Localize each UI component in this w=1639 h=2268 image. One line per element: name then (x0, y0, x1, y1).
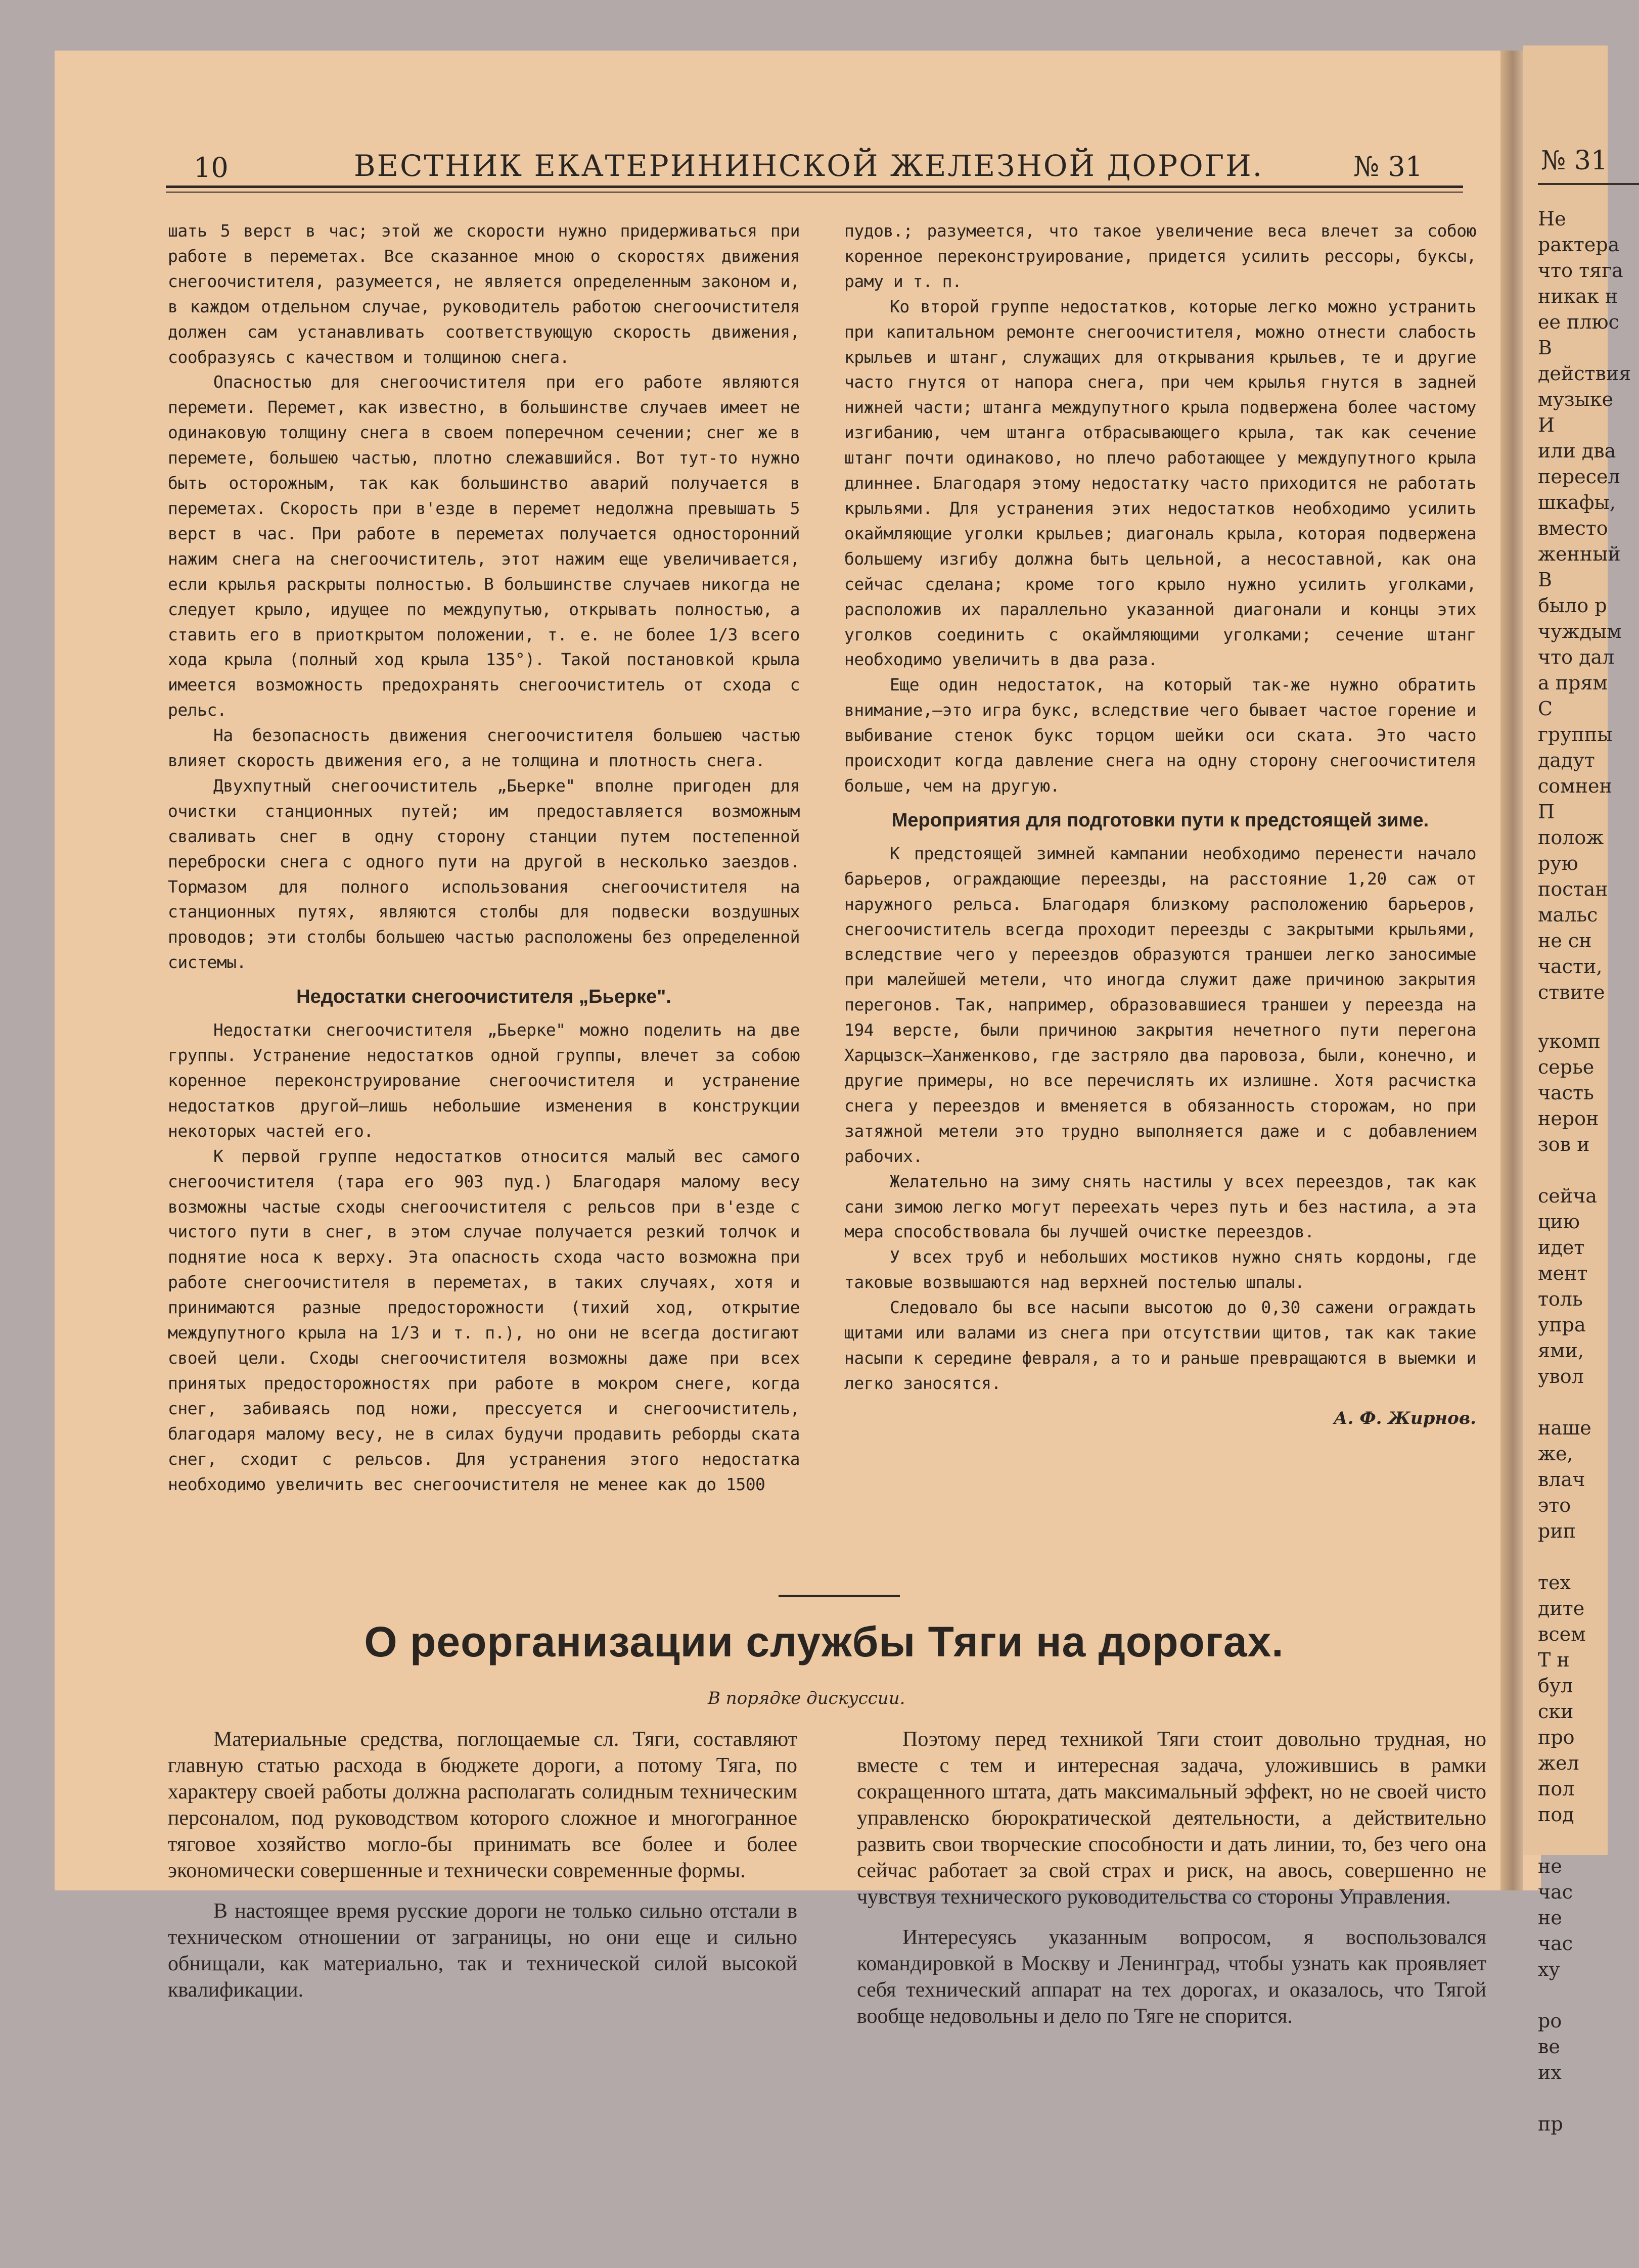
left-column (168, 218, 800, 1497)
adjacent-issue-number: № 31 (1541, 146, 1608, 176)
paragraph: Материальные средства, поглощаемые сл. Тяги, составляют главную статью расхода в бюджете дороги, а потому Тяга, по характеру своей работы должна располагать солидным техническим персоналом, под руководством которого сложное и многогранное тяговое хозяйство могло-бы принимать все более и более экономически совершенные и технически современные формы. (168, 1728, 797, 1882)
paragraph: Еще один недостаток, на который так-же нужно обратить внимание,—это игра букс, вследствие чего бывает частое горение и выбивание стенок букс торцом шейки оси ската. Это часто происходит когда давление снега на одну сторону снегоочистителя больше, чем на другую. (844, 675, 1476, 796)
page-number: 10 (194, 152, 229, 183)
paragraph: Поэтому перед техникой Тяги стоит довольно трудная, но вместе с тем и интересная задача, уложившись в рамки сокращенного штата, дать максимальный эффект, но не своей чисто управленско бюрократической деятельности, а действительно развить свои творческие способности и дать линии, то, без чего она сейчас работает за свой страх и риск, на авось, совершенно не чувствуя технического руководительства со стороны Управления. (857, 1728, 1486, 1909)
paragraph: шать 5 верст в час; этой же скорости нужно придерживаться при работе в переметах. Все сказанное мною о скоростях движения снегоочистителя, разумеется, не является определенным законом и, в каждом отдельном случае, руководитель работою снегоочистителя должен сам устанавливать соответствующую скорость движения, сообразуясь с качеством и толщиною снега. (168, 221, 800, 367)
paragraph: У всех труб и небольших мостиков нужно снять кордоны, где таковые возвышаются над верхней постелью шпалы. (844, 1247, 1476, 1292)
article-subtitle: В порядке дискуссии. (708, 1688, 905, 1708)
journal-title: ВЕСТНИК ЕКАТЕРИНИНСКОЙ ЖЕЛЕЗНОЙ ДОРОГИ. (354, 149, 1264, 183)
header-rule-thick (166, 186, 1463, 188)
paragraph: К первой группе недостатков относится малый вес самого снегоочистителя (тара его 903 пуд.) Благодаря малому весу возможны частые сходы снегоочистителя с рельсов при в'езде с чистого пути в снег, в этом случае получается резкий толчок и поднятие носа к верху. Эта опасность схода часто возможна при работе снегоочистителя в переметах, в таких случаях, хотя и принимаются разные предосторожности (тихий ход, открытие междупутного крыла на 1/3 и т. п.), но они не всегда достигают своей цели. Сходы снегоочистителя возможны даже при всех принятых предосторожностях при работе в мокром снеге, когда снег, забиваясь под ножи, прессуется и снегоочиститель, благодаря малому весу, не в силах будучи продавить реборды ската снег, сходит с рельсов. Для устранения этого недостатка необходимо увеличить вес снегоочистителя не менее как до 1500 (168, 1146, 800, 1494)
paragraph: Ко второй группе недостатков, которые легко можно устранить при капитальном ремонте снегоочистителя, можно отнести слабость крыльев и штанг, служащих для открывания крыльев, те и другие часто гнутся от напора снега, при чем крылья гнутся в задней нижней части; штанга междупутного крыла подвержена более частому изгибанию, чем штанга отбрасывающего крыла, так как сечение штанг почти одинаково, но плечо работающее у междупутного крыла длиннее. Благодаря этому недостатку часто приходится не работать крыльями. Для устранения этих недостатков необходимо усилить окаймляющие уголки крыльев; диагональ крыла, которая подвержена большему изгибу должна быть цельной, а несоставной, как она сейчас сделана; кроме того крыло нужно усилить уголками, расположив их параллельно указанной диагонали и концы этих уголков соединить с окаймляющими уголками; сечение штанг необходимо увеличить в два раза. (844, 296, 1476, 670)
article-title: О реорганизации службы Тяги на дорогах. (364, 1618, 1284, 1665)
paragraph: пудов.; разумеется, что такое увеличение веса влечет за собою коренное переконструирование, придется усилить рессоры, буксы, раму и т. п. (844, 221, 1476, 291)
paragraph: К предстоящей зимней кампании необходимо перенести начало барьеров, ограждающие переезды, на расстояние 1,20 саж от наружного рельса. Благодаря близкому расположению барьеров, снегоочиститель всегда проходит переезды с закрытыми крыльями, вследствие чего у переездов образуются траншеи легко заносимые при малейшей метели, что иногда служит даже причиною закрытия перегонов. Так, например, образовавшиеся траншеи у переезда на 194 версте, были причиною закрытия нечетного пути перегона Харцызск—Ханженково, где застряло два паровоза, были, конечно, и другие примеры, но все перечислять их излишне. Хотя расчистка снега у переездов и вменяется в обязанность сторожам, но при затяжной метели это трудно выполняется даже и с добавлением рабочих. (844, 843, 1476, 1166)
article-divider (779, 1595, 900, 1597)
issue-number: № 31 (1353, 151, 1423, 182)
paragraph: Следовало бы все насыпи высотою до 0,30 сажени ограждать щитами или валами из снега при отсутствии щитов, так как такие насыпи к середине февраля, а то и раньше превращаются в выемки и легко заносятся. (844, 1298, 1476, 1393)
paragraph: На безопасность движения снегоочистителя большею частью влияет скорость движения его, а не толщина и плотность снега. (168, 725, 800, 771)
section-heading: Мероприятия для подготовки пути к предстоящей зиме. (891, 809, 1429, 831)
paragraph: Желательно на зиму снять настилы у всех переездов, так как сани зимою легко могут переехать через путь и без настила, а эта мера способствовала бы лучшей очистке переездов. (844, 1171, 1476, 1242)
adjacent-column-text-2: укомп серье часть нерон зов и сейча цию идет мент толь упра ями, увол наше же, влач это рип тех дите всем Т н бул ски про жел пол под не час не час ху ро ве их пр (1538, 1030, 1601, 2135)
author-signature: А. Ф. Жирнов. (1333, 1408, 1476, 1428)
article-left-column (168, 1726, 797, 2017)
section-heading: Недостатки снегоочистителя „Бьерке". (296, 986, 671, 1008)
paragraph: Недостатки снегоочистителя „Бьерке" можно поделить на две группы. Устранение недостатков одной группы, влечет за собою коренное переконструирование снегоочистителя и устранение недостатков другой—лишь небольшие изменения в конструкции некоторых частей его. (168, 1020, 800, 1141)
paragraph: Опасностью для снегоочистителя при его работе являются перемети. Перемет, как известно, в большинстве случаев имеет не одинаковую толщину снега в своем поперечном сечении; снег же в перемете, большею частью, плотно слежавшийся. Вот тут-то нужно быть осторожным, так как большинство аварий получается в переметах. Скорость при в'езде в перемет недолжна превышать 5 верст в час. При работе в переметах получается односторонний нажим снега на снегоочиститель, этот нажим еще увеличивается, если крылья раскрыты полностью. В большинстве случаев никогда не следует крыло, идущее по междупутью, открывать полностью, а ставить его в приоткрытом положении, т. е. не более 1/3 всего хода крыла (полный ход крыла 135°). Такой постановкой крыла имеется возможность предохранять снегоочиститель от схода с рельс. (168, 372, 800, 720)
paragraph: В настоящее время русские дороги не только сильно отстали в техническом отношении от заграницы, но они еще и сильно обнищали, как материально, так и технической силой высокой квалификации. (168, 1900, 797, 2002)
adjacent-column-text: Не рактера что тяга никак н ее плюс В действия музыке И или два пересел шкафы, вместо женный В было р чуждым что дал а прям С группы дадут сомнен П полож рую постан мальс не сн части, ствите (1538, 208, 1631, 1003)
paragraph: Двухпутный снегоочиститель „Бьерке" вполне пригоден для очистки станционных путей; им предоставляется возможным сваливать снег в одну сторону станции путем постепенной переброски снега с одного пути на другой в несколько заездов. Тормазом для полного использования снегоочистителя на станционных путях, являются столбы для подвески воздушных проводов; эти столбы большею частью расположены без определенной системы. (168, 775, 800, 973)
page-header (0, 149, 1608, 189)
article-right-column (857, 1726, 1486, 2044)
page-gutter (1500, 51, 1523, 1890)
header-rule-thin (166, 192, 1463, 193)
paragraph: Интересуясь указанным вопросом, я воспользовался командировкой в Москву и Ленинград, чтобы узнать как проявляет себя технический аппарат на тех дорогах, и оказалось, что Тягой вообще недовольны и дело по Тяге не спорится. (857, 1926, 1486, 2028)
adjacent-page-fragment (1523, 45, 1631, 2135)
right-column (844, 218, 1476, 1428)
